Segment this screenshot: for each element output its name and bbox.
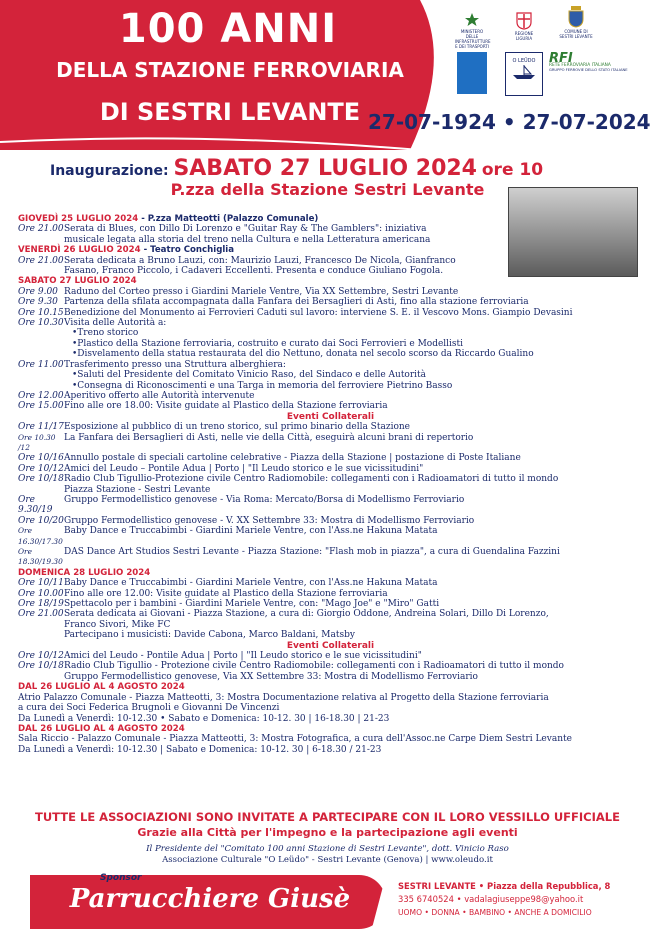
credits <box>0 844 655 866</box>
program-row <box>18 651 643 661</box>
program-time: Ore 18/19 <box>18 599 64 610</box>
star-icon <box>464 12 480 28</box>
program-row <box>18 433 643 454</box>
president-line: Il Presidente del "Comitato 100 anni Stazione di Sestri Levante", dott. Vinicio Raso <box>146 844 509 854</box>
sponsor-address: SESTRI LEVANTE • Piazza della Repubblica, 8 <box>398 881 611 891</box>
ministero-logo: MINISTERO DELLE INFRASTRUTTURE E DEI TRASPORTI <box>455 12 489 49</box>
sponsor-tags: UOMO • DONNA • BAMBINO • ANCHE A DOMICILIO <box>398 908 592 917</box>
program-time: Ore 10.30 <box>18 318 64 329</box>
program-row <box>18 589 643 599</box>
program-row <box>18 224 643 234</box>
program-bullet: •Consegna di Riconoscimenti e una Targa in memoria del ferroviere Pietrino Basso <box>72 380 453 391</box>
program-time: Ore 10/20 <box>18 515 64 526</box>
sponsor-name: Parrucchiere Giusè <box>69 884 351 914</box>
program-row <box>18 526 643 547</box>
program-time: Ore 12.00 <box>18 390 64 401</box>
program-time: Ore 10/11 <box>18 578 64 589</box>
program-description: Serata dedicata ai Giovani - Piazza Stazione, a cura di: Giorgio Oddone, Andreina Solari, Dillo Di Lorenzo, <box>64 609 549 620</box>
day-heading <box>18 245 643 255</box>
program-description: La Fanfara dei Bersaglieri di Asti, nelle vie della Città, eseguirà alcuni brani di repertorio <box>64 432 474 443</box>
program-description: Radio Club Tigullio - Protezione civile Centro Radiomobile: collegamenti con i Radioamatori di tutto il mondo <box>64 661 564 672</box>
sponsor-label: Sponsor <box>100 873 142 883</box>
program-description: Gruppo Fermodellistico genovese - V. XX Settembre 33: Mostra di Modellismo Ferroviario <box>64 515 475 526</box>
crest-icon <box>568 6 584 28</box>
program-continuation: Fasano, Franco Piccolo, i Cadaveri Eccellenti. Presenta e conduce Giuliano Fogola. <box>64 266 444 277</box>
program-row <box>18 516 643 526</box>
program-row <box>18 297 643 307</box>
program-row <box>18 578 643 588</box>
program-row <box>18 318 643 328</box>
program-time: Ore 16.30/17.30 <box>18 526 63 546</box>
program-row <box>18 401 643 411</box>
inauguration-time: ore 10 <box>481 160 544 180</box>
day-heading <box>18 214 643 224</box>
title-line3: DI SESTRI LEVANTE <box>99 98 361 126</box>
program-description: Annullo postale di speciali cartoline celebrative - Piazza della Stazione | postazione di Poste Italiane <box>64 453 521 464</box>
program-description: Visita delle Autorità a: <box>64 318 167 329</box>
shield-icon <box>516 12 532 30</box>
associations-invite: TUTTE LE ASSOCIAZIONI SONO INVITATE A PARTECIPARE CON IL LORO VESSILLO UFFICIALE <box>35 810 620 824</box>
sponsor-contacts <box>398 880 648 919</box>
program-row <box>18 609 643 619</box>
inauguration-line <box>50 156 543 181</box>
program-time: Ore 11.00 <box>18 359 64 370</box>
program-line: a cura dei Soci Federica Brugnoli e Giovanni De Vincenzi <box>18 703 280 714</box>
program-row <box>18 308 643 318</box>
program-row <box>18 599 643 609</box>
program-row <box>18 495 643 516</box>
program-bullet: •Plastico della Stazione ferroviaria, costruito e curato dai Soci Ferrovieri e Modellisti <box>72 338 464 349</box>
program-description: Benedizione del Monumento ai Ferrovieri Caduti sul lavoro: interviene S. E. il Vescovo Mons. Giampio Devasini <box>64 307 573 318</box>
anniversary-dates: 27-07-1924 • 27-07-2024 <box>368 110 651 134</box>
day-heading-date: DAL 26 LUGLIO AL 4 AGOSTO 2024 <box>18 682 185 693</box>
program-time: Ore 10/16 <box>18 453 64 464</box>
program-description: Partenza della sfilata accompagnata dalla Fanfara dei Bersaglieri di Asti, fino alla stazione ferroviaria <box>64 297 529 308</box>
program-description: Radio Club Tigullio-Protezione civile Centro Radiomobile: collegamenti con i Radioamatori di tutto il mondo <box>64 474 559 485</box>
program-continuation: Gruppo Fermodellistico genovese, Via XX Settembre 33: Mostra di Modellismo Ferroviario <box>64 671 478 682</box>
program-description: Fino alle ore 12.00: Visite guidate al Plastico della Stazione ferroviaria <box>64 588 388 599</box>
program-description: Aperitivo offerto alle Autorità intervenute <box>64 390 255 401</box>
program-bullet: •Saluti del Presidente del Comitato Vinicio Raso, del Sindaco e delle Autorità <box>72 370 427 381</box>
program-time: Ore 9.30/19 <box>18 494 53 516</box>
day-heading <box>18 682 643 692</box>
program-time: Ore 10.30 /12 <box>18 432 56 452</box>
program-description: Spettacolo per i bambini - Giardini Mariele Ventre, con: "Mago Joe" e "Miro" Gatti <box>64 599 440 610</box>
program-description: DAS Dance Art Studios Sestri Levante - Piazza Stazione: "Flash mob in piazza", a cura di Guendalina Fazzini <box>64 547 560 557</box>
day-heading-venue: - Teatro Conchiglia <box>140 245 235 256</box>
collateral-events-heading: Eventi Collaterali <box>286 411 375 422</box>
program-time: Ore 10.15 <box>18 307 64 318</box>
program-description: Raduno del Corteo presso i Giardini Mariele Ventre, Via XX Settembre, Sestri Levante <box>64 286 459 297</box>
program-time: Ore 9.00 <box>18 286 58 297</box>
thanks-line: Grazie alla Città per l'impegno e la partecipazione agli eventi <box>137 826 518 839</box>
program-time: Ore 21.00 <box>18 255 64 266</box>
program-continuation: Partecipano i musicisti: Davide Cabona, Marco Baldani, Matsby <box>64 630 355 641</box>
oleudo-logo: O LEÜDO <box>505 52 543 96</box>
program-row <box>18 464 643 474</box>
comune-logo: COMUNE DI SESTRI LEVANTE <box>559 6 593 39</box>
day-heading-date: DOMENICA 28 LUGLIO 2024 <box>18 567 151 578</box>
program-line: Da Lunedì a Venerdì: 10-12.30 | Sabato e Domenica: 10-12. 30 | 6-18.30 / 21-23 <box>18 744 382 755</box>
day-heading-date: VENERDÌ 26 LUGLIO 2024 <box>18 245 141 256</box>
program-row <box>18 422 643 432</box>
day-heading-date: DAL 26 LUGLIO AL 4 AGOSTO 2024 <box>18 723 185 734</box>
inauguration-label: Inaugurazione: <box>50 163 169 179</box>
poster-thumbnail <box>457 52 487 94</box>
rfi-logo: RFI RETE FERROVIARIA ITALIANA GRUPPO FERROVIE DELLO STATO ITALIANE <box>549 51 628 72</box>
program-description: Baby Dance e Truccabimbi - Giardini Mariele Ventre, con l'Ass.ne Hakuna Matata <box>64 526 438 537</box>
rfi-mark: RFI <box>549 51 573 66</box>
program-description: Gruppo Fermodellistico genovese - Via Roma: Mercato/Borsa di Modellismo Ferroviario <box>64 494 465 505</box>
program-time: Ore 9.30 <box>18 297 58 308</box>
program-row <box>18 391 643 401</box>
logos-area <box>455 6 650 100</box>
program-row <box>18 287 643 297</box>
program-row <box>18 474 643 484</box>
program-description: Amici del Leudo - Pontile Adua | Porto | "Il Leudo storico e le sue vicissitudini" <box>64 651 422 662</box>
program-time: Ore 21.00 <box>18 609 64 620</box>
program-continuation: musicale legata alla storia del treno nella Cultura e nella Letteratura americana <box>64 234 431 245</box>
program-row <box>18 360 643 370</box>
program-row <box>18 547 643 568</box>
boat-icon <box>511 64 537 80</box>
program-line: Da Lunedì a Venerdì: 10-12.30 • Sabato e Domenica: 10-12. 30 | 16-18.30 | 21-23 <box>18 713 390 724</box>
program-description: Serata di Blues, con Dillo Di Lorenzo e "Guitar Ray & The Gamblers": iniziativa <box>64 224 427 235</box>
day-heading-date: SABATO 27 LUGLIO 2024 <box>18 276 137 287</box>
day-heading <box>18 276 643 286</box>
day-heading-venue: - P.zza Matteotti (Palazzo Comunale) <box>138 214 319 224</box>
collateral-events-heading: Eventi Collaterali <box>286 640 375 651</box>
program-time: Ore 10/18 <box>18 661 64 672</box>
inauguration-date: SABATO 27 LUGLIO 2024 <box>173 156 477 181</box>
inauguration-place: P.zza della Stazione Sestri Levante <box>170 180 485 199</box>
program-description: Baby Dance e Truccabimbi - Giardini Mariele Ventre, con l'Ass.ne Hakuna Matata <box>64 578 438 589</box>
event-program <box>18 214 643 755</box>
header <box>0 0 655 150</box>
day-heading <box>18 724 643 734</box>
program-line: Atrio Palazzo Comunale - Piazza Matteotti, 3: Mostra Documentazione relativa al Progetto della Stazione ferroviaria <box>18 692 549 703</box>
program-time: Ore 10/12 <box>18 463 64 474</box>
program-continuation: Franco Sivori, Mike FC <box>64 619 171 630</box>
program-time: Ore 11/17 <box>18 422 64 433</box>
program-time: Ore 10.00 <box>18 588 64 599</box>
association-line: Associazione Culturale "O Leüdo" - Sestri Levante (Genova) | www.oleudo.it <box>162 855 493 865</box>
program-bullet: •Treno storico <box>72 328 139 339</box>
program-row <box>18 256 643 266</box>
regione-logo: REGIONE LIGURIA <box>507 12 541 41</box>
program-description: Trasferimento presso una Struttura alberghiera: <box>64 359 286 370</box>
program-description: Serata dedicata a Bruno Lauzi, con: Maurizio Lauzi, Francesco De Nicola, Gianfranco <box>64 255 456 266</box>
day-heading-date: GIOVEDÌ 25 LUGLIO 2024 <box>18 214 139 224</box>
day-heading <box>18 568 643 578</box>
title-line1: 100 ANNI <box>118 6 338 52</box>
program-description: Fino alle ore 18.00: Visite guidate al Plastico della Stazione ferroviaria <box>64 401 388 412</box>
program-time: Ore 18.30/19.30 <box>18 547 63 567</box>
program-line: Sala Riccio - Palazzo Comunale - Piazza Matteotti, 3: Mostra Fotografica, a cura dell'Assoc.ne Carpe Diem Sestri Levante <box>18 734 572 745</box>
program-description: Esposizione al pubblico di un treno storico, sul primo binario della Stazione <box>64 422 410 433</box>
program-time: Ore 10/12 <box>18 651 64 662</box>
program-time: Ore 15.00 <box>18 401 64 412</box>
program-description: Amici del Leudo – Pontile Adua | Porto | "Il Leudo storico e le sue vicissitudini" <box>64 463 424 474</box>
program-row <box>18 661 643 671</box>
title-line2: DELLA STAZIONE FERROVIARIA <box>56 58 404 82</box>
program-row <box>18 453 643 463</box>
program-continuation: Piazza Stazione - Sestri Levante <box>64 484 211 495</box>
sponsor-contact[interactable]: 335 6740524 • vadalagiuseppe98@yahoo.it <box>398 894 584 904</box>
program-time: Ore 10/18 <box>18 474 64 485</box>
program-time: Ore 21.00 <box>18 224 64 235</box>
program-bullet: •Disvelamento della statua restaurata del dio Nettuno, donata nel secolo scorso da Riccardo Gualino <box>72 349 534 360</box>
